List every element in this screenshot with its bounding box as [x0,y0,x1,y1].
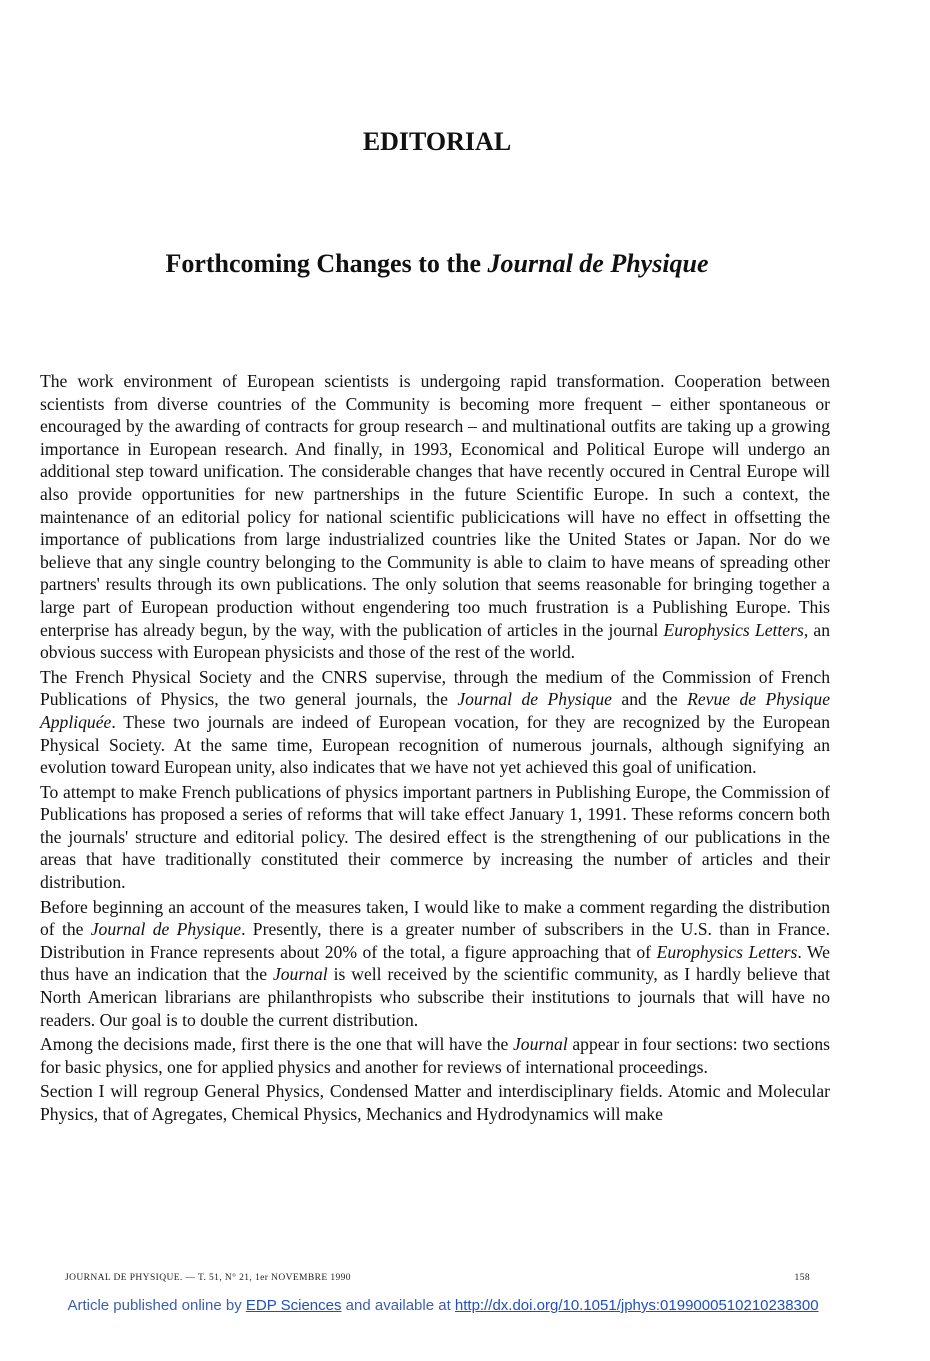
paragraph-text: appear in four sections: two sections for basic physics, one for applied physics and another for reviews of international proceedings. [40,1034,830,1077]
body-paragraph [40,370,830,664]
italic-text: Journal de Physique [90,919,242,940]
body-paragraph [40,781,830,894]
paragraph-text: , an obvious success with European physicists and those of the rest of the world. [40,619,830,663]
paragraph-text: The work environment of European scientists is undergoing rapid transformation. Cooperation between scientists from diverse countries of the Community is becoming more frequent – either spontaneous or encouraged by the awarding of contracts for group research – and multinational outfits are taking up a growing importance in European research. And finally, in 1993, Economical and Political Europe will undergo an additional step toward unification. The considerable changes that have recently occured in Central Europe will also provide opportunities for new partnerships in the future Scientific Europe. In such a context, the maintenance of an editorial policy for national scientific publicications will have no effect in offsetting the importance of publications from large industrialized countries like the United States or Japan. Nor do we believe that any single country belonging to the Community is able to claim to have means of spreading other partners' results through its own publications. The only solution that seems reasonable for bringing together a large part of European production without engendering too much frustration is a Publishing Europe. This enterprise has already begun, by the way, with the publication of articles in the journal [40,371,830,640]
paragraph-text: and the [611,689,688,710]
paragraph-text: Before beginning an account of the measures taken, I would like to make a comment regarding the distribution of the [40,896,830,940]
section-heading: EDITORIAL [362,127,512,156]
body-paragraph [40,1033,830,1078]
italic-text: Europhysics Letters [656,941,798,962]
article-title [0,249,874,279]
online-notice-prefix: Article published online by [67,1297,246,1314]
paragraph-text: Among the decisions made, first there is the one that will have the [40,1034,513,1055]
paragraph-text: is well received by the scientific community, as I hardly believe that North American librarians are philanthropists who subscribe their institutions to journals that will have no readers. Our goal is to double the current distribution. [40,964,830,1030]
body-paragraph [40,896,830,1032]
italic-text: Journal [512,1034,568,1055]
body-paragraph [40,666,830,779]
publisher-link[interactable]: EDP Sciences [245,1297,342,1314]
article-title-prefix: Forthcoming Changes to the [165,249,488,278]
italic-text: Revue de Physique Appliquée [40,689,831,732]
paragraph-text: . We thus have an indication that the [40,941,830,985]
article-body [40,370,830,1128]
body-paragraph [40,1080,830,1125]
paragraph-text: . These two journals are indeed of European vocation, for they are recognized by the European Physical Society. At the same time, European recognition of numerous journals, although signifying an evolution toward European unity, also indicates that we have not yet achieved this goal of unification. [40,711,830,778]
doi-link[interactable]: http://dx.doi.org/10.1051/jphys:0199000510210238300 [454,1297,819,1314]
italic-text: Europhysics Letters [663,619,804,640]
paragraph-text: To attempt to make French publications of physics important partners in Publishing Europe, the Commission of Publications has proposed a series of reforms that will take effect January 1, 1991. These reforms concern both the journals' structure and editorial policy. The desired effect is the strengthening of our publications in the areas that have traditionally constituted their commerce by increasing the number of articles and their distribution. [40,781,830,893]
journal-citation: JOURNAL DE PHYSIQUE. — T. 51, N° 21, 1er NOVEMBRE 1990 [65,1273,351,1283]
article-title-journal: Journal de Physique [487,249,709,278]
italic-text: Journal [272,964,328,985]
paragraph-text: Section I will regroup General Physics, Condensed Matter and interdisciplinary fields. Atomic and Molecular Physics, that of Agregates, Chemical Physics, Mechanics and Hydrodynamics will make [40,1081,830,1124]
page-footer [65,1273,810,1283]
paragraph-text: The French Physical Society and the CNRS supervise, through the medium of the Commission of French Publications of Physics, the two general journals, the [40,666,830,710]
online-notice-middle: and available at [341,1297,455,1314]
italic-text: Journal de Physique [457,689,612,710]
page-number: 158 [794,1273,810,1283]
online-notice [0,1297,886,1314]
paragraph-text: . Presently, there is a greater number of subscribers in the U.S. than in France. Distribution in France represents about 20% of the total, a figure approaching that of [40,919,831,962]
